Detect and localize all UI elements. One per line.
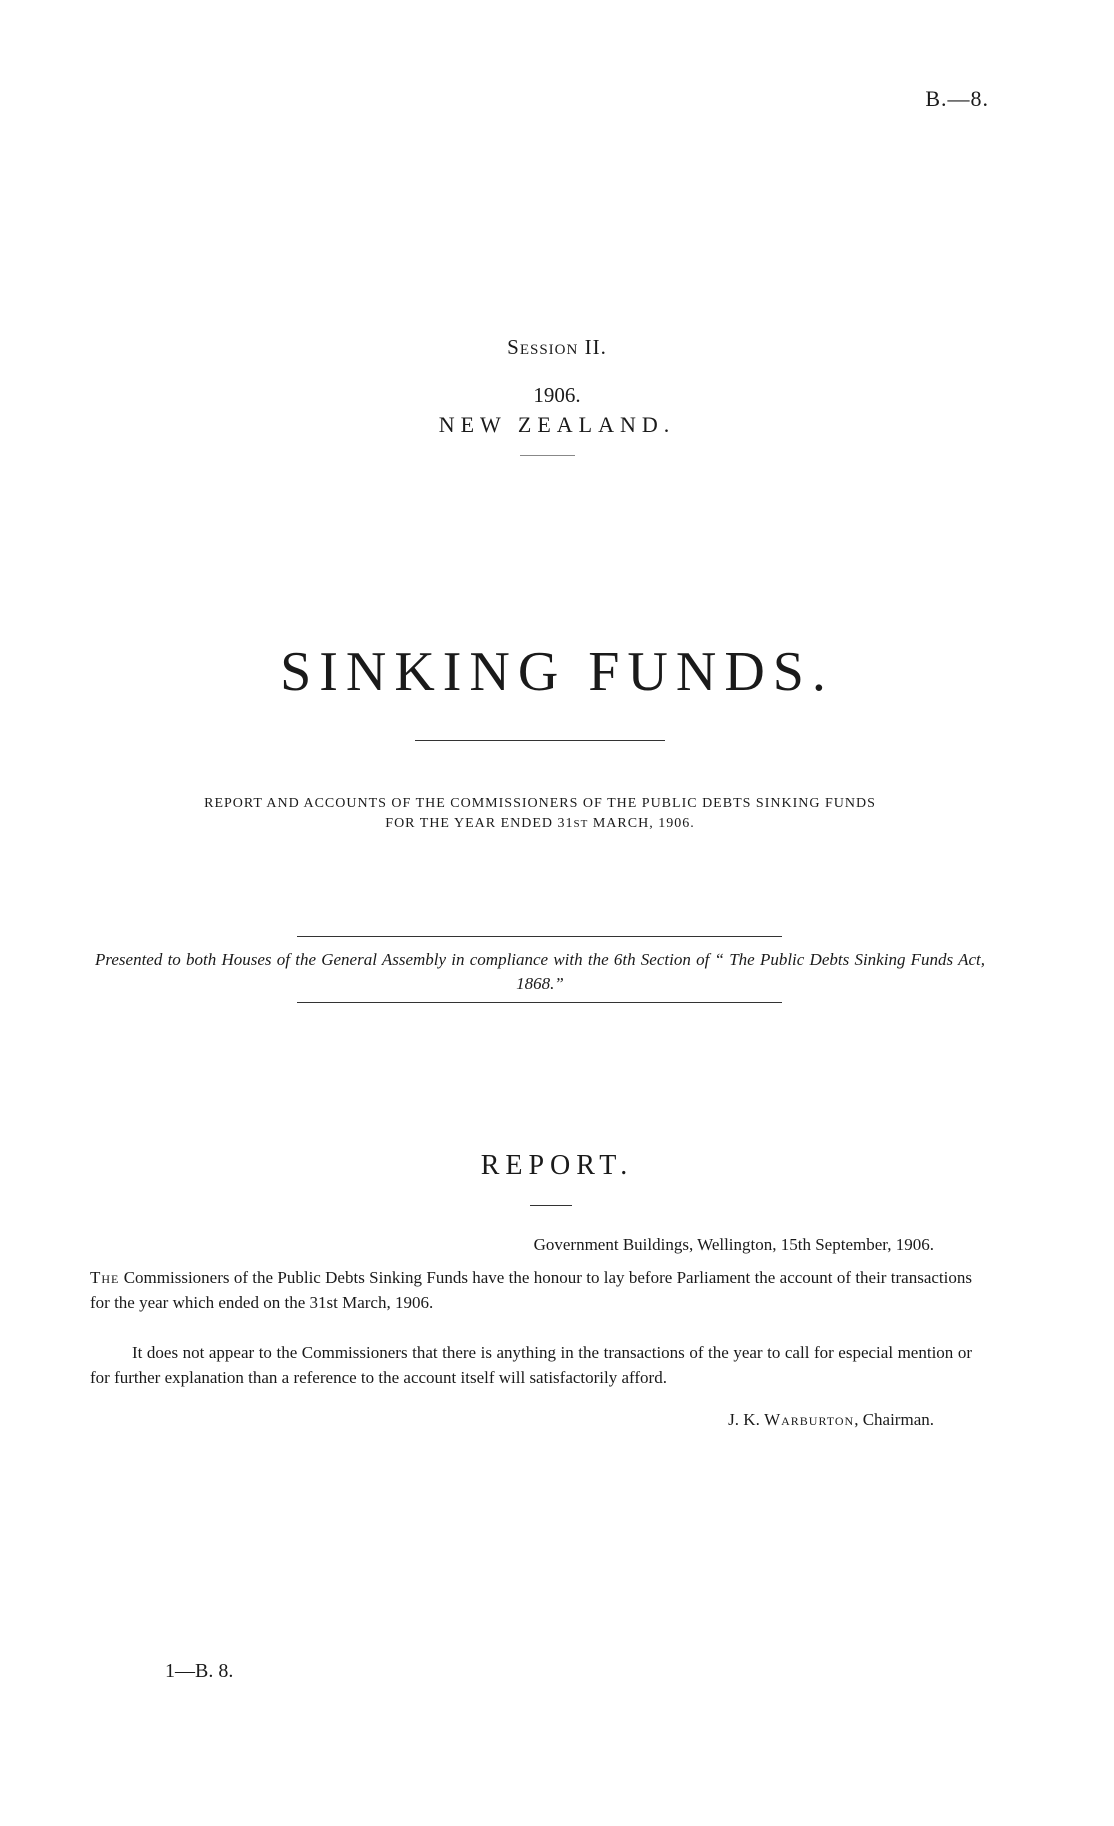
divider-report [530,1205,572,1206]
signature-name: Warburton [764,1410,855,1429]
report-subtitle [90,794,990,834]
report-subtitle-line1: REPORT AND ACCOUNTS OF THE COMMISSIONERS OF THE PUBLIC DEBTS SINKING FUNDS [204,796,876,811]
page-number: 1—B. 8. [165,1660,234,1682]
presented-note: Presented to both Houses of the General Assembly in compliance with the 6th Section of “ The Public Debts Sinking Funds Act, 1868.” [95,950,985,993]
country-label: NEW ZEALAND. [438,412,676,437]
signature-initials: J. K. [728,1410,765,1429]
report-heading: REPORT. [480,1150,634,1181]
report-paragraph-2: It does not appear to the Commissioners that there is anything in the transactions of the year to call for especial mention or for further explanation than a reference to the account itself will satisfactorily afford. [90,1343,972,1387]
document-reference: B.—8. [925,86,989,111]
page-title: SINKING FUNDS. [280,641,834,703]
divider-presented-top [297,936,782,937]
report-paragraph-1 [90,1265,972,1315]
signature-title: , Chairman. [854,1410,934,1429]
signature-line [728,1410,934,1430]
subtitle-line2-suffix: ST [573,818,589,830]
subtitle-line2-rest: MARCH, 1906. [588,816,695,831]
divider-title [415,740,665,741]
paragraph-lead-word: The [90,1268,120,1287]
divider-presented-bottom [297,1002,782,1003]
paragraph-1-body: Commissioners of the Public Debts Sinking Funds have the honour to lay before Parliament the account of their transactions for the year which ended on the 31st March, 1906. [90,1268,972,1312]
report-dateline: Government Buildings, Wellington, 15th September, 1906. [533,1235,934,1254]
session-year: 1906. [533,383,581,407]
divider-short [520,455,575,456]
subtitle-line2-prefix: FOR THE YEAR ENDED 31 [385,816,574,831]
report-subtitle-line2 [90,814,990,834]
session-label: Session II. [507,335,607,359]
